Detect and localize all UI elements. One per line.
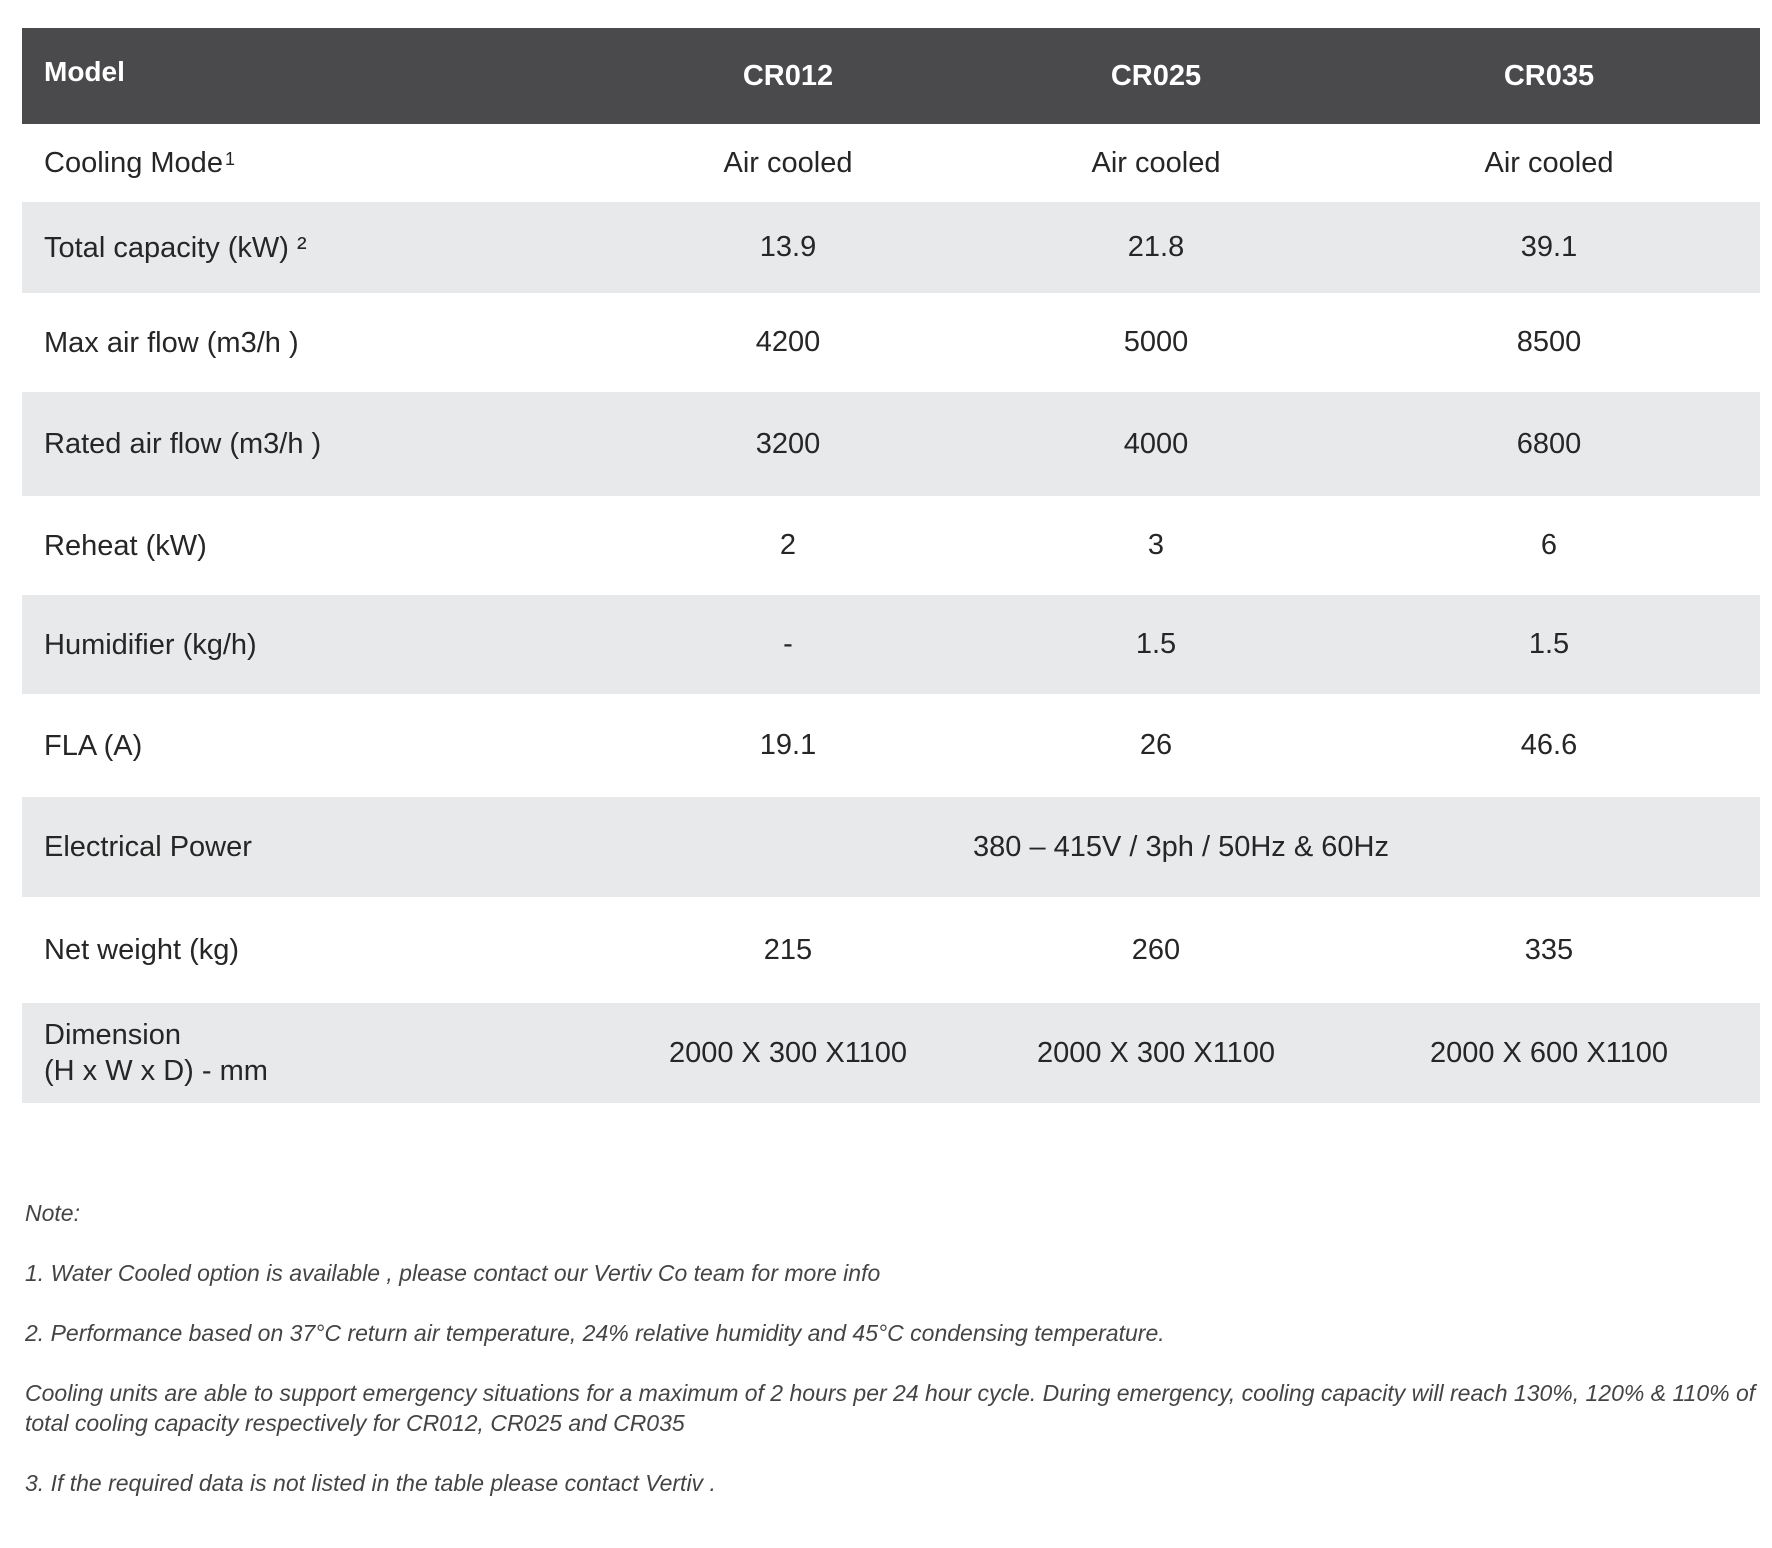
row-label: Total capacity (kW) ² (44, 231, 307, 264)
row-label: Max air flow (m3/h ) (44, 326, 299, 359)
table-row-fla (22, 694, 1760, 797)
header-model-cr012: CR012 (742, 59, 834, 92)
table-cell: 1.5 (1528, 628, 1570, 660)
table-cell: 6800 (1516, 427, 1582, 460)
table-cell: 4200 (755, 326, 821, 358)
note-item: Cooling units are able to support emergency situations for a maximum of 2 hours per 24 hour cycle. During emergency, cooling capacity will reach 130%, 120% & 110% of total cooling capacity respectively for CR012, CR025 and CR035 (25, 1380, 1756, 1436)
header-model-label: Model (44, 56, 125, 87)
table-cell: 335 (1524, 933, 1574, 966)
table-row-humidifier (22, 595, 1760, 694)
table-row-max-air-flow (22, 293, 1760, 392)
header-model-cr035: CR035 (1503, 59, 1595, 92)
table-cell: 46.6 (1520, 729, 1578, 761)
table-cell: 4000 (1123, 427, 1189, 460)
table-cell: 2 (779, 529, 797, 561)
table-cell: 8500 (1516, 326, 1582, 358)
table-cell: 5000 (1123, 326, 1189, 358)
dimension-label: Dimension (44, 1019, 181, 1051)
table-cell: 2000 X 600 X1100 (1429, 1036, 1669, 1069)
spec-table (22, 28, 1760, 1103)
table-cell: 13.9 (759, 231, 817, 263)
cooling-mode-label: Cooling Mode (44, 147, 223, 179)
footnote-marker: 1 (224, 149, 235, 169)
table-cell: 1.5 (1135, 628, 1177, 660)
note-item: 3. If the required data is not listed in the table please contact Vertiv . (25, 1470, 716, 1496)
row-label: Rated air flow (m3/h ) (44, 428, 322, 460)
notes-title: Note: (25, 1200, 80, 1226)
row-label: Net weight (kg) (44, 934, 240, 966)
notes-section (25, 1198, 1765, 1528)
table-cell: 26 (1139, 729, 1173, 761)
note-item: 2. Performance based on 37°C return air temperature, 24% relative humidity and 45°C condensing temperature. (25, 1320, 1165, 1346)
table-row-total-capacity (22, 202, 1760, 293)
table-cell: 39.1 (1520, 231, 1578, 263)
table-cell: 2000 X 300 X1100 (1036, 1036, 1276, 1069)
row-label (22, 1017, 602, 1089)
table-cell: 260 (1131, 933, 1181, 966)
row-label: Reheat (kW) (44, 529, 207, 562)
row-label: Humidifier (kg/h) (44, 628, 257, 661)
table-row-dimension (22, 1003, 1760, 1103)
table-row-electrical-power (22, 797, 1760, 897)
table-cell: Air cooled (723, 146, 853, 179)
table-row-cooling-mode (22, 124, 1760, 202)
table-cell: Air cooled (1484, 146, 1614, 179)
table-cell: 19.1 (759, 729, 817, 761)
table-cell: 6 (1540, 529, 1558, 561)
table-cell: Air cooled (1091, 146, 1221, 179)
table-header-row (22, 28, 1760, 124)
table-cell: 2000 X 300 X1100 (668, 1036, 908, 1069)
row-label: Electrical Power (44, 831, 252, 863)
header-model-cr025: CR025 (1110, 59, 1202, 92)
table-cell: 215 (763, 933, 813, 966)
table-cell: 3 (1147, 529, 1165, 561)
dimension-sublabel: (H x W x D) - mm (44, 1055, 268, 1087)
table-row-net-weight (22, 897, 1760, 1003)
table-cell: 3200 (755, 427, 821, 460)
table-row-reheat (22, 496, 1760, 595)
table-row-rated-air-flow (22, 392, 1760, 496)
table-cell: - (783, 628, 793, 660)
row-label: FLA (A) (44, 729, 143, 762)
note-item: 1. Water Cooled option is available , please contact our Vertiv Co team for more info (25, 1260, 881, 1286)
row-label (22, 145, 602, 181)
table-cell: 21.8 (1127, 231, 1185, 263)
table-cell-merged: 380 – 415V / 3ph / 50Hz & 60Hz (973, 830, 1389, 863)
